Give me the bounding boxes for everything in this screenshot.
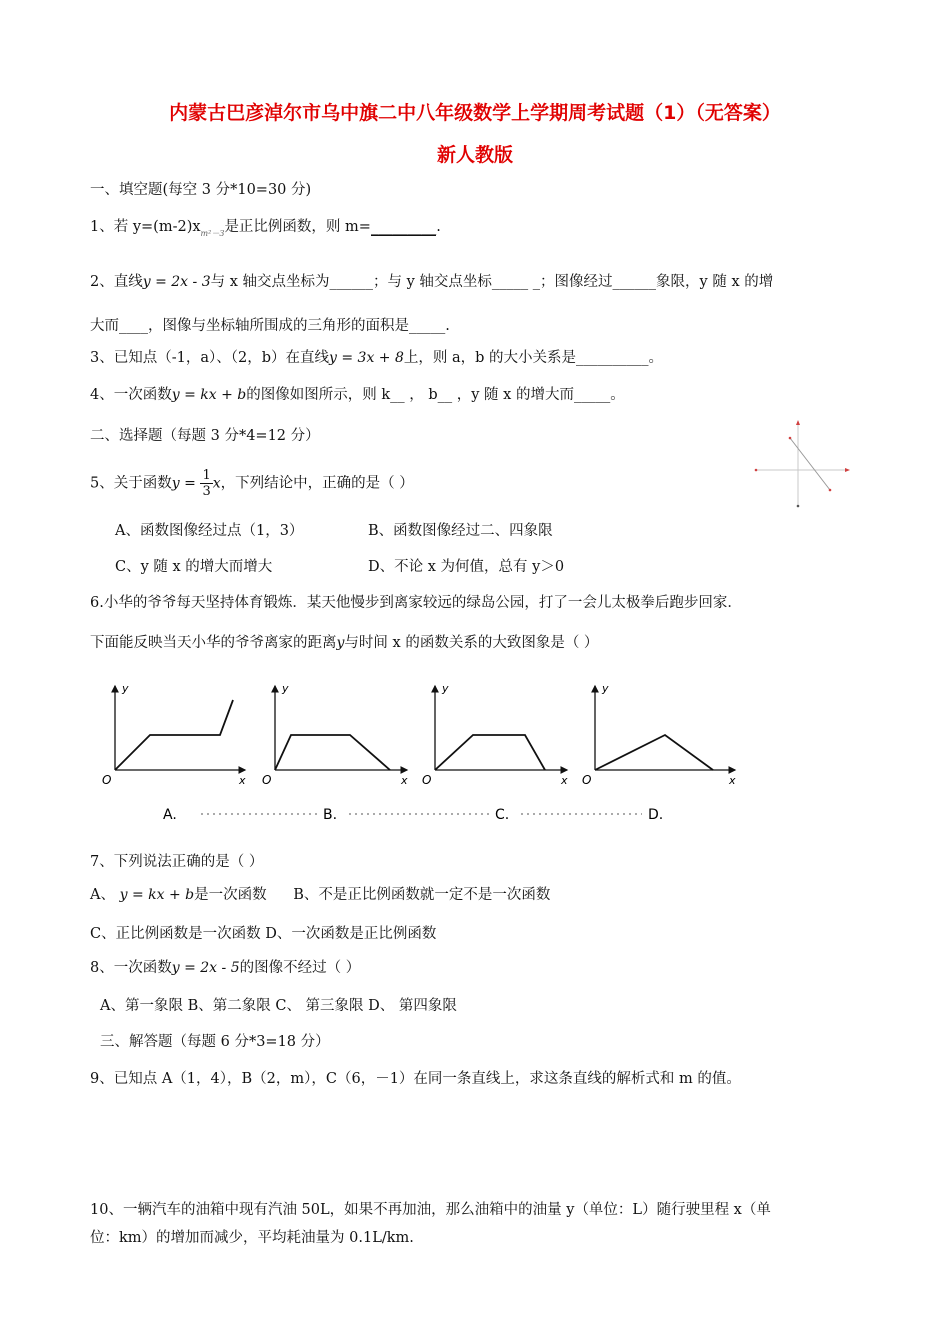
- q5-fraction: [200, 468, 212, 499]
- q3-equation: y = 3x + 8: [329, 350, 404, 366]
- question-8: [90, 956, 360, 977]
- question-7: 7、下列说法正确的是（ ）: [90, 854, 264, 870]
- q3-post: 上，则 a，b 的大小关系是__________。: [403, 350, 664, 366]
- question-10-line-1: 10、一辆汽车的油箱中现有汽油 50L，如果不再加油，那么油箱中的油量 y（单位：L）随行驶里程 x（单: [90, 1202, 771, 1218]
- graph-a-x-label: x: [239, 774, 246, 787]
- q6-y: y: [336, 635, 345, 651]
- q4-equation: y = kx + b: [171, 387, 247, 403]
- question-5: [90, 468, 414, 499]
- q1-end: .: [436, 219, 441, 235]
- graph-b-origin: O: [262, 773, 272, 787]
- q6-graph-a: [102, 682, 246, 787]
- graph-label-b: B.: [323, 807, 338, 823]
- q8-pre: 8、一次函数: [90, 960, 172, 976]
- q5-numerator: 1: [202, 468, 211, 483]
- question-9: 9、已知点 A（1，4），B（2，m），C（6，－1）在同一条直线上，求这条直线的解析式和 m 的值。: [90, 1071, 741, 1087]
- q7-option-b: B、不是正比例函数就一定不是一次函数: [293, 887, 551, 903]
- graph-b-y-label: y: [282, 682, 289, 695]
- graph-label-a: A.: [163, 807, 177, 823]
- q4-post: 的图像如图所示，则 k__ ， b__ ，y 随 x 的增大而_____。: [246, 387, 625, 403]
- question-6-line-1: 6.小华的爷爷每天坚持体育锻炼．某天他慢步到离家较远的绿岛公园，打了一会儿太极拳后跑步回家．: [90, 595, 742, 611]
- graph-c-x-label: x: [561, 774, 568, 787]
- graph-d-y-label: y: [602, 682, 609, 695]
- q5-option-d: D、不论 x 为何值，总有 y＞0: [368, 559, 565, 575]
- q6-graph-c: [422, 682, 568, 787]
- section-solve: 三、解答题（每题 6 分*3=18 分）: [100, 1034, 330, 1050]
- q7-option-a-pre: A、: [90, 887, 115, 903]
- graph-d-x-label: x: [729, 774, 736, 787]
- q8-post: 的图像不经过（ ）: [239, 960, 361, 976]
- question-4: [90, 383, 625, 404]
- q2-equation: y = 2x - 3: [142, 274, 211, 290]
- section-choice: 二、选择题（每题 3 分*4=12 分）: [90, 428, 320, 444]
- q6-post: 与时间 x 的函数关系的大致图象是（ ）: [344, 635, 599, 651]
- q5-option-b: B、函数图像经过二、四象限: [368, 523, 553, 539]
- q4-line-graph: [752, 418, 852, 510]
- q5-option-c: C、y 随 x 的增大而增大: [115, 559, 273, 575]
- graph-label-c: C.: [495, 807, 510, 823]
- q5-x: x: [212, 475, 221, 492]
- graph-label-d: D.: [648, 807, 664, 823]
- q5-post: ，下列结论中，正确的是（ ）: [220, 475, 414, 492]
- graph-c-y-label: y: [442, 682, 449, 695]
- q5-denominator: 3: [202, 484, 211, 499]
- q2-text-a: 与 x 轴交点坐标为______；与 y 轴交点坐标_____ _；图像经过______象限，y 随 x 的增: [210, 274, 774, 290]
- q1-blank: _________: [370, 219, 437, 235]
- question-6-line-2: [90, 631, 598, 652]
- q1-exponent: m²－3: [200, 229, 225, 238]
- section-fill-in: 一、填空题(每空 3 分*10=30 分): [90, 182, 312, 198]
- q7-option-a-post: 是一次函数: [194, 887, 267, 903]
- question-2-line-2: 大而____，图像与坐标轴所围成的三角形的面积是_____.: [90, 318, 450, 334]
- graph-b-x-label: x: [401, 774, 408, 787]
- page-title: 内蒙古巴彦淖尔市乌中旗二中八年级数学上学期周考试题（1）（无答案）: [169, 102, 781, 124]
- q7-options-cd: C、正比例函数是一次函数 D、一次函数是正比例函数: [90, 926, 437, 942]
- q7-option-a-equation: y = kx + b: [119, 887, 195, 903]
- q5-pre: 5、关于函数: [90, 475, 172, 492]
- q7-options-ab: [90, 883, 550, 904]
- q5-option-a: A、函数图像经过点（1，3）: [115, 523, 304, 539]
- question-3: [90, 346, 663, 367]
- graph-c-origin: O: [422, 773, 432, 787]
- q1-post: 是正比例函数，则 m=: [224, 219, 371, 235]
- q6-graphs: [95, 680, 755, 830]
- question-2-line-1: [90, 270, 773, 291]
- graph-d-origin: O: [582, 773, 592, 787]
- q4-pre: 4、一次函数: [90, 387, 172, 403]
- graph-a-y-label: y: [122, 682, 129, 695]
- q8-options: A、第一象限 B、第二象限 C、 第三象限 D、 第四象限: [100, 998, 457, 1014]
- page-subtitle: 新人教版: [436, 144, 513, 166]
- question-1: [90, 215, 441, 236]
- q3-pre: 3、已知点（-1，a）、（2，b）在直线: [90, 350, 330, 366]
- q5-y: y =: [171, 475, 196, 492]
- q8-equation: y = 2x - 5: [171, 960, 240, 976]
- q6-graph-b: [262, 682, 408, 787]
- q2-pre: 2、直线: [90, 274, 143, 290]
- q6-graph-d: [582, 682, 736, 787]
- q6-pre: 下面能反映当天小华的爷爷离家的距离: [90, 635, 337, 651]
- question-10-line-2: 位：km）的增加而减少，平均耗油量为 0.1L/km.: [90, 1230, 414, 1246]
- graph-a-origin: O: [102, 773, 112, 787]
- q1-pre: 1、若 y=(m-2)x: [90, 219, 201, 235]
